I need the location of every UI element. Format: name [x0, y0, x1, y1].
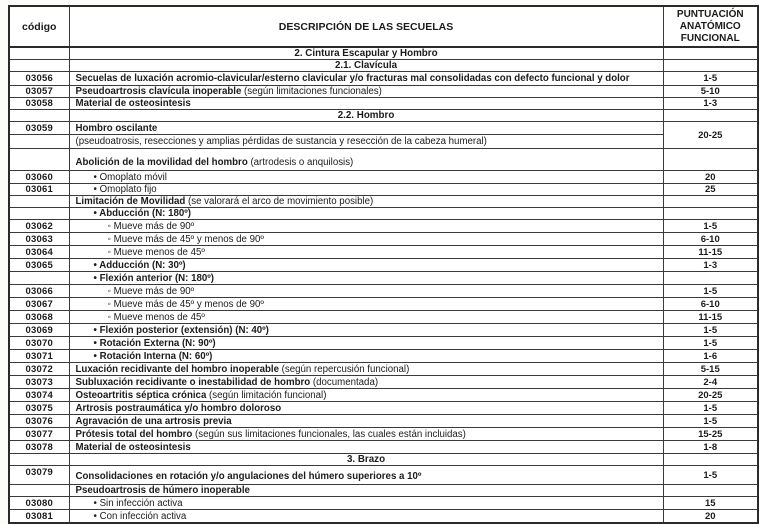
score-cell: 20-25: [663, 389, 758, 402]
description-text: • Omoplato fijo: [93, 184, 157, 196]
code-cell: 03059: [9, 122, 69, 135]
description-cell: [69, 122, 663, 135]
description-text: ◦ Mueve más de 45º y menos de 90º: [107, 298, 264, 310]
description-cell: [69, 337, 663, 350]
code-cell: 03069: [9, 324, 69, 337]
code-cell: 03071: [9, 350, 69, 363]
score-cell: [663, 272, 758, 285]
score-cell: 11-15: [663, 311, 758, 324]
col-header-descripcion: DESCRIPCIÓN DE LAS SECUELAS: [69, 6, 663, 47]
description-cell: [69, 259, 663, 272]
score-cell: 5-10: [663, 86, 758, 98]
table-row: [9, 149, 758, 171]
code-cell: 03078: [9, 441, 69, 454]
table-row: [9, 272, 758, 285]
description-text: ◦ Mueve menos de 45º: [107, 246, 205, 258]
description-text: Agravación de una artrosis previa: [75, 415, 232, 427]
table-row: [9, 324, 758, 337]
score-cell: [663, 149, 758, 171]
code-cell: 03077: [9, 428, 69, 441]
header-row: [9, 6, 758, 47]
code-cell: 03081: [9, 510, 69, 523]
description-text: ◦ Mueve más de 45º y menos de 90º: [107, 233, 264, 245]
description-cell: [69, 311, 663, 324]
description-text: • Abducción (N: 180º): [93, 208, 192, 220]
code-cell: 03057: [9, 86, 69, 98]
description-text: • Adducción (N: 30º): [93, 259, 186, 271]
description-cell: [69, 98, 663, 110]
description-cell: [69, 441, 663, 454]
table-row: [9, 233, 758, 246]
description-text: Hombro oscilante: [75, 122, 158, 134]
table-row: [9, 497, 758, 510]
table-row: [9, 98, 758, 110]
description-cell: [69, 135, 663, 149]
section-title: 2.1. Clavícula: [69, 60, 663, 72]
description-cell: [69, 324, 663, 337]
description-text: Pseudoartrosis de húmero inoperable: [75, 485, 250, 497]
table-row: [9, 402, 758, 415]
section-row: [9, 60, 758, 72]
description-text: (pseudoatrosis, resecciones y amplias pérdidas de sustancia y resección de la cabeza humeral): [75, 136, 487, 148]
code-cell: [9, 454, 69, 466]
table-row: [9, 246, 758, 259]
description-text: Limitación de Movilidad: [75, 196, 186, 208]
description-text: Material de osteosintesis: [75, 441, 191, 453]
section-title: 2. Cintura Escapular y Hombro: [69, 47, 663, 60]
code-cell: [9, 135, 69, 149]
table-row: [9, 441, 758, 454]
table-row: [9, 350, 758, 363]
table-row: [9, 171, 758, 184]
description-cell: [69, 510, 663, 523]
score-cell: 15: [663, 497, 758, 510]
table-row: [9, 485, 758, 497]
code-cell: 03073: [9, 376, 69, 389]
description-cell: [69, 149, 663, 171]
description-text: • Flexión posterior (extensión) (N: 40º): [93, 324, 269, 336]
score-cell: [663, 47, 758, 60]
score-cell: 1-6: [663, 350, 758, 363]
code-cell: 03070: [9, 337, 69, 350]
code-cell: 03065: [9, 259, 69, 272]
code-cell: 03079: [9, 466, 69, 485]
section-title: 3. Brazo: [69, 454, 663, 466]
code-cell: 03068: [9, 311, 69, 324]
code-cell: [9, 60, 69, 72]
table-body: [9, 47, 758, 523]
score-cell: [663, 110, 758, 122]
table-row: [9, 428, 758, 441]
description-text: ◦ Mueve más de 90º: [107, 285, 195, 297]
score-cell: 11-15: [663, 246, 758, 259]
code-cell: [9, 149, 69, 171]
description-text: ◦ Mueve más de 90º: [107, 220, 195, 232]
score-cell: 2-4: [663, 376, 758, 389]
description-cell: [69, 402, 663, 415]
description-cell: [69, 196, 663, 208]
description-cell: [69, 246, 663, 259]
code-cell: [9, 47, 69, 60]
description-cell: [69, 350, 663, 363]
score-cell: 1-5: [663, 415, 758, 428]
code-cell: [9, 272, 69, 285]
table-row: [9, 86, 758, 98]
description-text: Consolidaciones en rotación y/o angulaciones del húmero superiores a 10º: [75, 471, 422, 483]
description-text: Luxación recidivante del hombro inoperable: [75, 363, 279, 375]
description-text: • Rotación Interna (N: 60º): [93, 350, 213, 362]
description-text: Abolición de la movilidad del hombro: [75, 157, 248, 169]
code-cell: 03066: [9, 285, 69, 298]
description-cell: [69, 466, 663, 485]
table-row: [9, 72, 758, 86]
score-cell: 6-10: [663, 298, 758, 311]
table-row: [9, 285, 758, 298]
code-cell: 03074: [9, 389, 69, 402]
description-cell: [69, 171, 663, 184]
description-text: • Omoplato móvil: [93, 171, 167, 183]
description-note: (según limitación funcional): [206, 389, 327, 401]
score-cell: 20: [663, 510, 758, 523]
col-header-puntuacion: PUNTUACIÓN ANATÓMICO FUNCIONAL: [663, 6, 758, 47]
description-cell: [69, 298, 663, 311]
description-cell: [69, 184, 663, 196]
score-cell: [663, 208, 758, 220]
description-text: • Con infección activa: [93, 510, 187, 522]
description-text: ◦ Mueve menos de 45º: [107, 311, 205, 323]
section-row: [9, 110, 758, 122]
table-row: [9, 298, 758, 311]
code-cell: [9, 196, 69, 208]
score-cell: 1-5: [663, 220, 758, 233]
col-header-codigo: código: [9, 6, 69, 47]
score-cell: 1-8: [663, 441, 758, 454]
table-row: [9, 122, 758, 135]
description-text: • Rotación Externa (N: 90º): [93, 337, 216, 349]
description-text: Pseudoartrosis clavícula inoperable: [75, 86, 242, 98]
code-cell: 03061: [9, 184, 69, 196]
description-note: (se valorará el arco de movimiento posible): [185, 196, 374, 208]
table-header: [9, 6, 758, 47]
code-cell: 03076: [9, 415, 69, 428]
score-cell: [663, 485, 758, 497]
description-cell: [69, 497, 663, 510]
description-text: Artrosis postraumática y/o hombro doloroso: [75, 402, 282, 414]
section-row: [9, 454, 758, 466]
table-row: [9, 415, 758, 428]
code-cell: 03072: [9, 363, 69, 376]
description-cell: [69, 485, 663, 497]
description-note: (artrodesis o anquilosis): [247, 157, 354, 169]
code-cell: 03058: [9, 98, 69, 110]
description-note: (según limitaciones funcionales): [241, 86, 382, 98]
description-cell: [69, 233, 663, 246]
table-row: [9, 220, 758, 233]
code-cell: 03062: [9, 220, 69, 233]
score-cell: 20: [663, 171, 758, 184]
table-row: [9, 389, 758, 402]
description-note: (según repercusión funcional): [278, 363, 410, 375]
table-row: [9, 259, 758, 272]
table-row: [9, 510, 758, 523]
section-row: [9, 47, 758, 60]
score-cell: 1-5: [663, 466, 758, 485]
score-cell: 6-10: [663, 233, 758, 246]
code-cell: [9, 110, 69, 122]
description-cell: [69, 428, 663, 441]
description-text: Subluxación recidivante o inestabilidad de hombro: [75, 376, 311, 388]
table-row: [9, 196, 758, 208]
description-text: Prótesis total del hombro: [75, 428, 193, 440]
table-row: [9, 184, 758, 196]
score-cell: 1-5: [663, 402, 758, 415]
score-cell: 1-5: [663, 285, 758, 298]
code-cell: 03060: [9, 171, 69, 184]
score-cell: 25: [663, 184, 758, 196]
score-cell: 1-3: [663, 98, 758, 110]
description-text: • Sin infección activa: [93, 497, 183, 509]
score-cell: [663, 454, 758, 466]
description-cell: [69, 220, 663, 233]
score-cell: 5-15: [663, 363, 758, 376]
score-cell: 1-5: [663, 72, 758, 86]
score-cell: [663, 60, 758, 72]
score-cell: 1-5: [663, 337, 758, 350]
code-cell: 03064: [9, 246, 69, 259]
score-cell: 15-25: [663, 428, 758, 441]
description-text: Osteoartritis séptica crónica: [75, 389, 207, 401]
description-cell: [69, 86, 663, 98]
score-cell: [663, 196, 758, 208]
code-cell: 03067: [9, 298, 69, 311]
description-cell: [69, 376, 663, 389]
description-cell: [69, 389, 663, 402]
code-cell: 03075: [9, 402, 69, 415]
description-note: (documentada): [310, 376, 379, 388]
code-cell: 03063: [9, 233, 69, 246]
description-text: Material de osteosintesis: [75, 98, 191, 110]
description-cell: [69, 208, 663, 220]
secuelas-table: [8, 5, 759, 524]
description-cell: [69, 363, 663, 376]
description-text: Secuelas de luxación acromio-clavicular/esterno clavicular y/o fracturas mal consolidadas con defecto funcional y dolor: [75, 73, 630, 85]
section-title: 2.2. Hombro: [69, 110, 663, 122]
table-row: [9, 337, 758, 350]
table-row: [9, 376, 758, 389]
table-row: [9, 311, 758, 324]
table-row: [9, 208, 758, 220]
description-cell: [69, 285, 663, 298]
code-cell: [9, 485, 69, 497]
code-cell: 03056: [9, 72, 69, 86]
table-row: [9, 135, 758, 149]
table-row: [9, 466, 758, 485]
score-cell: 1-5: [663, 324, 758, 337]
score-cell: 1-3: [663, 259, 758, 272]
description-cell: [69, 415, 663, 428]
description-text: • Flexión anterior (N: 180º): [93, 272, 215, 284]
description-note: (según sus limitaciones funcionales, las cuales están incluidas): [192, 428, 466, 440]
score-cell: 20-25: [663, 122, 758, 149]
code-cell: 03080: [9, 497, 69, 510]
description-cell: [69, 272, 663, 285]
table-row: [9, 363, 758, 376]
code-cell: [9, 208, 69, 220]
description-cell: [69, 72, 663, 86]
